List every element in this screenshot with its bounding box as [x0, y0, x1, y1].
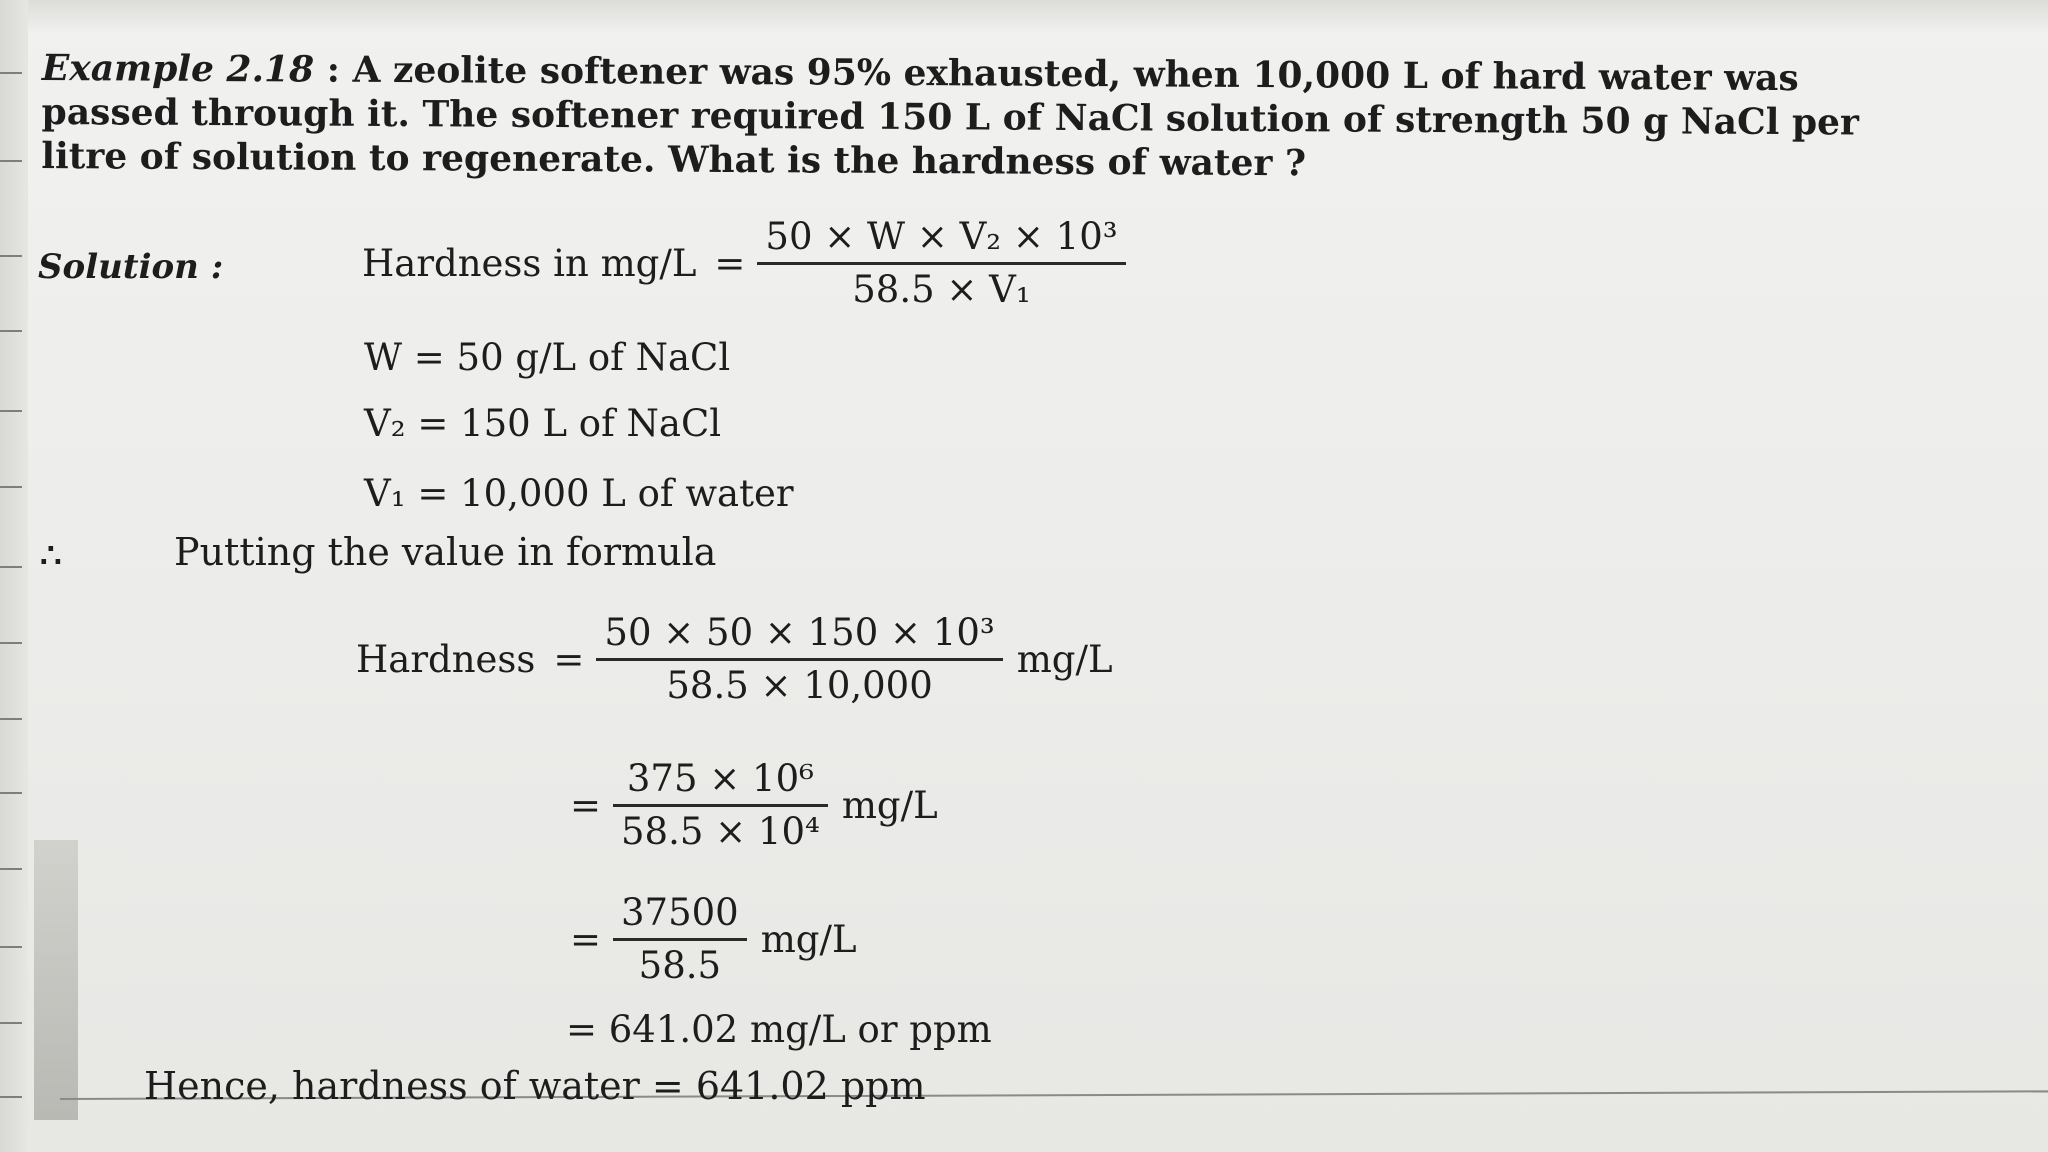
step1-equals: = [553, 638, 585, 681]
step3-unit: mg/L [760, 918, 857, 961]
step2-equation [570, 756, 938, 855]
step2-numerator: 375 × 10⁶ [626, 757, 814, 800]
given-v1: V₁ = 10,000 L of water [364, 472, 794, 515]
step1-denominator: 58.5 × 10,000 [666, 664, 933, 707]
putting-text: Putting the value in formula [174, 530, 717, 574]
step2-fraction [613, 756, 828, 855]
step2-unit: mg/L [841, 784, 938, 827]
step3-fraction [613, 890, 747, 989]
problem-line-3: litre of solution to regenerate. What is the hardness of water ? [41, 134, 1307, 185]
fraction-bar [757, 262, 1125, 265]
problem-line-2: passed through it. The softener required 150 L of NaCl solution of strength 50 g NaCl per [41, 90, 1860, 144]
example-separator: : [314, 48, 353, 91]
formula-equals: = [714, 242, 746, 285]
step1-unit: mg/L [1016, 638, 1113, 681]
step1-equation [356, 610, 1113, 709]
fraction-bar [596, 658, 1002, 661]
formula-numerator: 50 × W × V₂ × 10³ [765, 215, 1118, 258]
step1-numerator: 50 × 50 × 150 × 10³ [604, 611, 995, 654]
problem-text-line-1: A zeolite softener was 95% exhausted, when 10,000 L of hard water was [352, 48, 1799, 100]
solution-label: Solution : [38, 247, 224, 287]
step3-denominator: 58.5 [638, 944, 722, 987]
fraction-bar [613, 804, 828, 807]
example-label: Example 2.18 [41, 46, 315, 91]
formula-denominator: 58.5 × V₁ [852, 268, 1031, 311]
formula-lhs: Hardness in mg/L [362, 242, 697, 285]
step3-equation [570, 890, 857, 989]
given-w: W = 50 g/L of NaCl [364, 336, 731, 379]
problem-statement [41, 46, 2032, 189]
fraction-bar [613, 938, 747, 941]
step3-numerator: 37500 [621, 891, 739, 934]
formula-equation [362, 214, 1126, 313]
step1-fraction [596, 610, 1002, 709]
step2-equals: = [570, 784, 602, 827]
conclusion-line: Hence, hardness of water = 641.02 ppm [144, 1064, 926, 1108]
step3-equals: = [570, 918, 602, 961]
formula-fraction [757, 214, 1125, 313]
step2-denominator: 58.5 × 10⁴ [621, 810, 820, 853]
result-line: = 641.02 mg/L or ppm [566, 1008, 992, 1051]
given-v2: V₂ = 150 L of NaCl [364, 402, 722, 445]
therefore-symbol: ∴ [40, 536, 62, 576]
step1-lhs: Hardness [356, 638, 536, 681]
